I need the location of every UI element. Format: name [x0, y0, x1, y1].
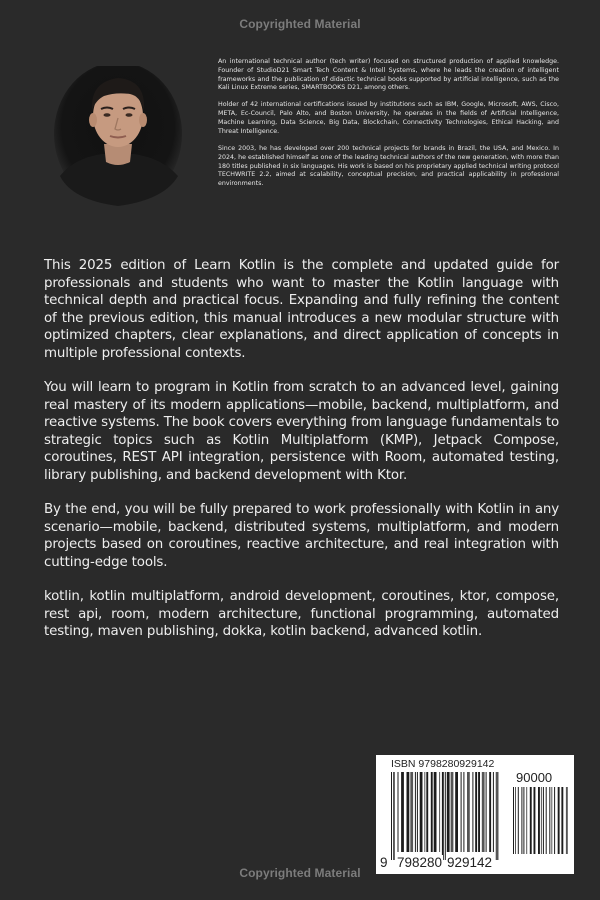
author-bio [218, 58, 559, 197]
barcode-bar [554, 787, 555, 854]
barcode-bar [415, 772, 416, 852]
description-paragraph: This 2025 edition of Learn Kotlin is the complete and updated guide for professionals and students who want to master the Kotlin language with technical depth and practical focus. Expanding and fully refining the content of the previous edition, this manual introduces a new modular structure with optimized chapters, clear explanations, and direct application of concepts in multiple professional contexts. [44, 258, 559, 361]
barcode-bar [439, 772, 440, 852]
barcode-bar [489, 772, 491, 852]
barcode-bars-icon [391, 772, 499, 860]
barcode-bar [393, 772, 395, 860]
copyright-watermark-bottom: Copyrighted Material [239, 866, 361, 880]
barcode-bar [478, 772, 480, 852]
barcode-bar [513, 787, 514, 854]
bio-paragraph: Since 2003, he has developed over 200 technical projects for brands in Brazil, the USA, and Mexico. In 2024, he established himself as one of the leading technical authors of the new generation, with more than 180 titles published in six languages. His work is based on his proprietary applied technical writing protocol TECHWRITE 2.2, aimed at scalability, conceptual precision, and practical applicability in professional environments. [218, 144, 559, 188]
isbn-label: ISBN 9798280929142 [391, 758, 495, 770]
barcode-bar [391, 772, 392, 860]
barcode-bar [541, 787, 542, 854]
barcode-bar [417, 772, 418, 852]
barcode-bar [534, 787, 536, 854]
isbn-digits-left: 798280 [397, 855, 443, 870]
barcode-bar [467, 772, 470, 852]
description-paragraph: You will learn to program in Kotlin from scratch to an advanced level, gaining real mastery of its modern applications—mobile, backend, multiplatform, and reactive systems. The book covers everything from language fundamentals to strategic topics such as Kotlin Multiplatform (KMP), Jetpack Compose, coroutines, REST API integration, persistence with Room, automated testing, library publishing, and backend development with Ktor. [44, 380, 559, 484]
keywords-paragraph: kotlin, kotlin multiplatform, android development, coroutines, ktor, compose, rest api, room, modern architecture, functional programming, automated testing, maven publishing, dokka, kotlin backend, advanced kotlin. [44, 589, 559, 640]
barcode-bar [518, 787, 519, 854]
description-paragraph: By the end, you will be fully prepared to work professionally with Kotlin in any scenario—mobile, backend, distributed systems, multiplatform, and modern projects based on coroutines, reactive architecture, and real integration with cutting-edge tools. [44, 502, 559, 570]
barcode-bar [431, 772, 433, 852]
barcode-bar [523, 787, 524, 854]
bio-paragraph: An international technical author (tech writer) focused on structured production of applied knowledge. Founder of StudioD21 Smart Tech Content & Intell Systems, where he leads the creation of intelligent frameworks and the publication of didactic technical books supported by artificial intelligence, such as the Kali Linux Extreme series, SMARTBOOKS D21, among others. [218, 58, 559, 92]
copyright-watermark-top: Copyrighted Material [239, 17, 361, 31]
barcode-bar [549, 787, 550, 854]
isbn-barcode [376, 755, 574, 874]
barcode-bar [521, 787, 522, 854]
barcode-bar [493, 772, 494, 852]
barcode-bar [496, 772, 499, 860]
barcode-bar [461, 772, 462, 852]
barcode-bar [420, 772, 423, 852]
isbn-digit-lead: 9 [380, 855, 388, 870]
barcode-bar [434, 772, 437, 852]
barcode-bar [463, 772, 464, 852]
barcode-bar [482, 772, 485, 852]
barcode-bar [558, 787, 560, 854]
barcode-bar [515, 787, 516, 854]
barcode-bar [447, 772, 450, 852]
barcode-bar [526, 787, 527, 854]
bio-paragraph: Holder of 42 international certifications issued by institutions such as IBM, Google, Microsoft, AWS, Cisco, META, Ec-Council, Palo Alto, and Boston University, he operates in the fields of Artificial Intelligence, Machine Learning, Data Science, Big Data, Blockchain, Connectivity Technologies, Ethical Hacking, and Threat Intelligence. [218, 101, 559, 135]
barcode-bar [551, 787, 552, 854]
isbn-digits-right: 929142 [447, 855, 493, 870]
barcode-bar [543, 787, 544, 854]
author-portrait-icon [54, 66, 182, 206]
barcode-bar [538, 787, 540, 854]
barcode-addon-bars-icon [513, 787, 568, 854]
barcode-bar [426, 772, 428, 852]
barcode-bar [451, 772, 454, 852]
barcode-bar [398, 772, 399, 852]
barcode-bar [407, 772, 410, 852]
book-description [44, 257, 559, 657]
barcode-bar [401, 772, 404, 852]
barcode-bar [410, 772, 413, 852]
price-code: 90000 [516, 770, 553, 785]
barcode-bar [445, 772, 446, 860]
barcode-bar [561, 787, 563, 854]
barcode-bar [424, 772, 425, 852]
barcode-bar [442, 772, 444, 860]
barcode-bar [546, 787, 547, 854]
barcode-bar [566, 787, 568, 854]
barcode-bar [475, 772, 477, 852]
barcode-bar [530, 787, 532, 854]
barcode-bar [472, 772, 473, 852]
barcode-bar [455, 772, 458, 852]
barcode-bar [486, 772, 487, 852]
